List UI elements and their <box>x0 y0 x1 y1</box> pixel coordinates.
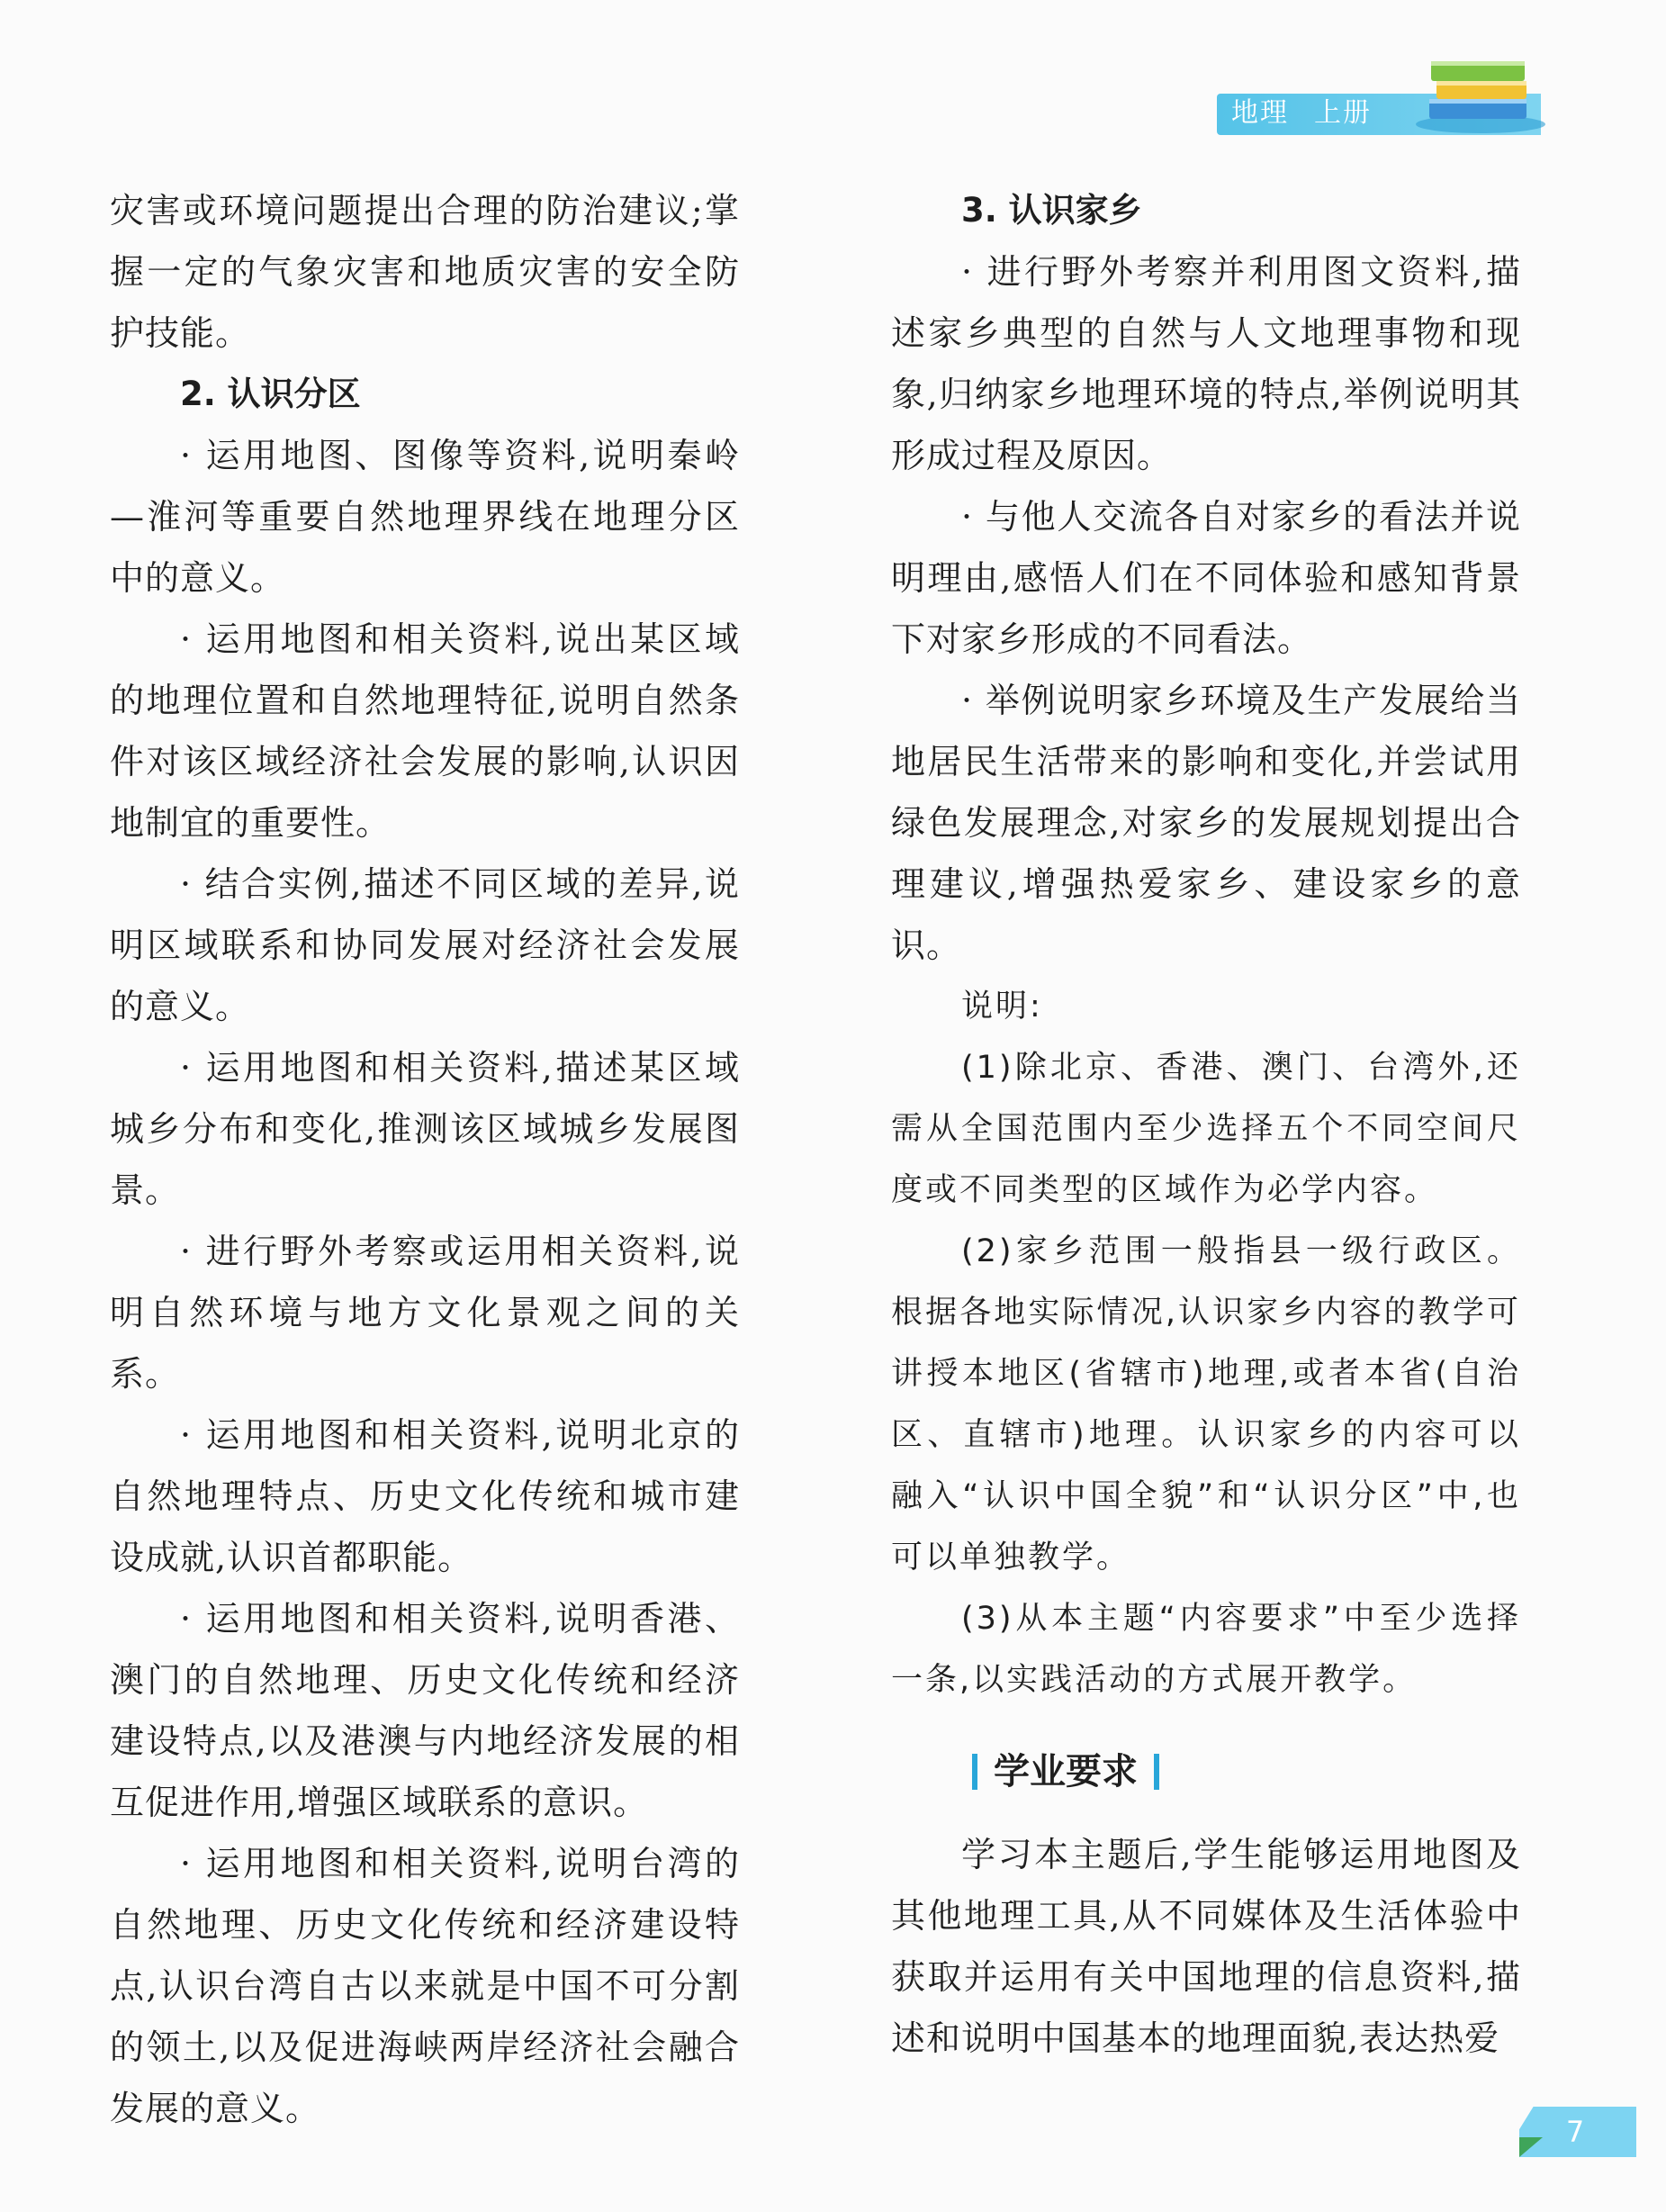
section-bar-left <box>972 1754 977 1790</box>
volume-label: 上册 <box>1314 97 1372 129</box>
left-column <box>110 180 740 2139</box>
bullet-item: · 运用地图和相关资料,描述某区域城乡分布和变化,推测该区域城乡发展图景。 <box>110 1048 740 1210</box>
subject-label: 地理 <box>1231 97 1289 129</box>
bullet-item: · 运用地图和相关资料,说明台湾的自然地理、历史文化传统和经济建设特点,认识台湾自古以来就是中国不可分割的领土,以及促进海峡两岸经济社会融合发展的意义。 <box>110 1844 740 2128</box>
note-item: (2)家乡范围一般指县一级行政区。根据各地实际情况,认识家乡内容的教学可讲授本地区(省辖市)地理,或者本省(自治区、直辖市)地理。认识家乡的内容可以融入“认识中国全貌”和“认识分区”中,也可以单独教学。 <box>891 1233 1521 1575</box>
bullet-item: · 运用地图和相关资料,说出某区域的地理位置和自然地理特征,说明自然条件对该区域经济社会发展的影响,认识因地制宜的重要性。 <box>110 619 740 843</box>
bullet-item: · 进行野外考察或运用相关资料,说明自然环境与地方文化景观之间的关系。 <box>110 1232 740 1394</box>
bullet-item: · 结合实例,描述不同区域的差异,说明区域联系和协同发展对经济社会发展的意义。 <box>110 864 740 1026</box>
paragraph-hazard-continued: 灾害或环境问题提出合理的防治建议;掌握一定的气象灾害和地质灾害的安全防护技能。 <box>110 191 740 353</box>
note-title: 说明: <box>961 989 1043 1025</box>
bullet-item: · 举例说明家乡环境及生产发展给当地居民生活带来的影响和变化,并尝试用绿色发展理念,对家乡的发展规划提出合理建议,增强热爱家乡、建设家乡的意识。 <box>891 681 1521 965</box>
bullet-item: · 运用地图、图像等资料,说明秦岭—淮河等重要自然地理界线在地理分区中的意义。 <box>110 436 740 598</box>
page-corner-accent <box>1519 2137 1543 2157</box>
bullet-item: · 运用地图和相关资料,说明北京的自然地理特点、历史文化传统和城市建设成就,认识首都职能。 <box>110 1415 740 1577</box>
section-title: 学业要求 <box>994 1751 1138 1792</box>
note-item: (3)从本主题“内容要求”中至少选择一条,以实践活动的方式展开教学。 <box>891 1601 1521 1698</box>
bullet-item: · 与他人交流各自对家乡的看法并说明理由,感悟人们在不同体验和感知背景下对家乡形成的不同看法。 <box>891 497 1521 659</box>
bullet-item: · 运用地图和相关资料,说明香港、澳门的自然地理、历史文化传统和经济建设特点,以及港澳与内地经济发展的相互促进作用,增强区域联系的意识。 <box>110 1599 740 1822</box>
stacked-books-icon <box>1404 47 1548 137</box>
bullet-item: · 进行野外考察并利用图文资料,描述家乡典型的自然与人文地理事物和现象,归纳家乡地理环境的特点,举例说明其形成过程及原因。 <box>891 252 1521 475</box>
heading-regions: 2. 认识分区 <box>180 375 361 413</box>
note-item: (1)除北京、香港、澳门、台湾外,还需从全国范围内至少选择五个不同空间尺度或不同类型的区域作为必学内容。 <box>891 1050 1521 1208</box>
header-label <box>1231 95 1397 131</box>
heading-hometown: 3. 认识家乡 <box>961 191 1142 230</box>
section-bar-right <box>1154 1754 1159 1790</box>
page-number: 7 <box>1565 2115 1585 2149</box>
section-body: 学习本主题后,学生能够运用地图及其他地理工具,从不同媒体及生活体验中获取并运用有关中国地理的信息资料,描述和说明中国基本的地理面貌,表达热爱 <box>891 1835 1521 2058</box>
section-heading <box>972 1745 1521 1799</box>
right-column <box>891 180 1521 2069</box>
